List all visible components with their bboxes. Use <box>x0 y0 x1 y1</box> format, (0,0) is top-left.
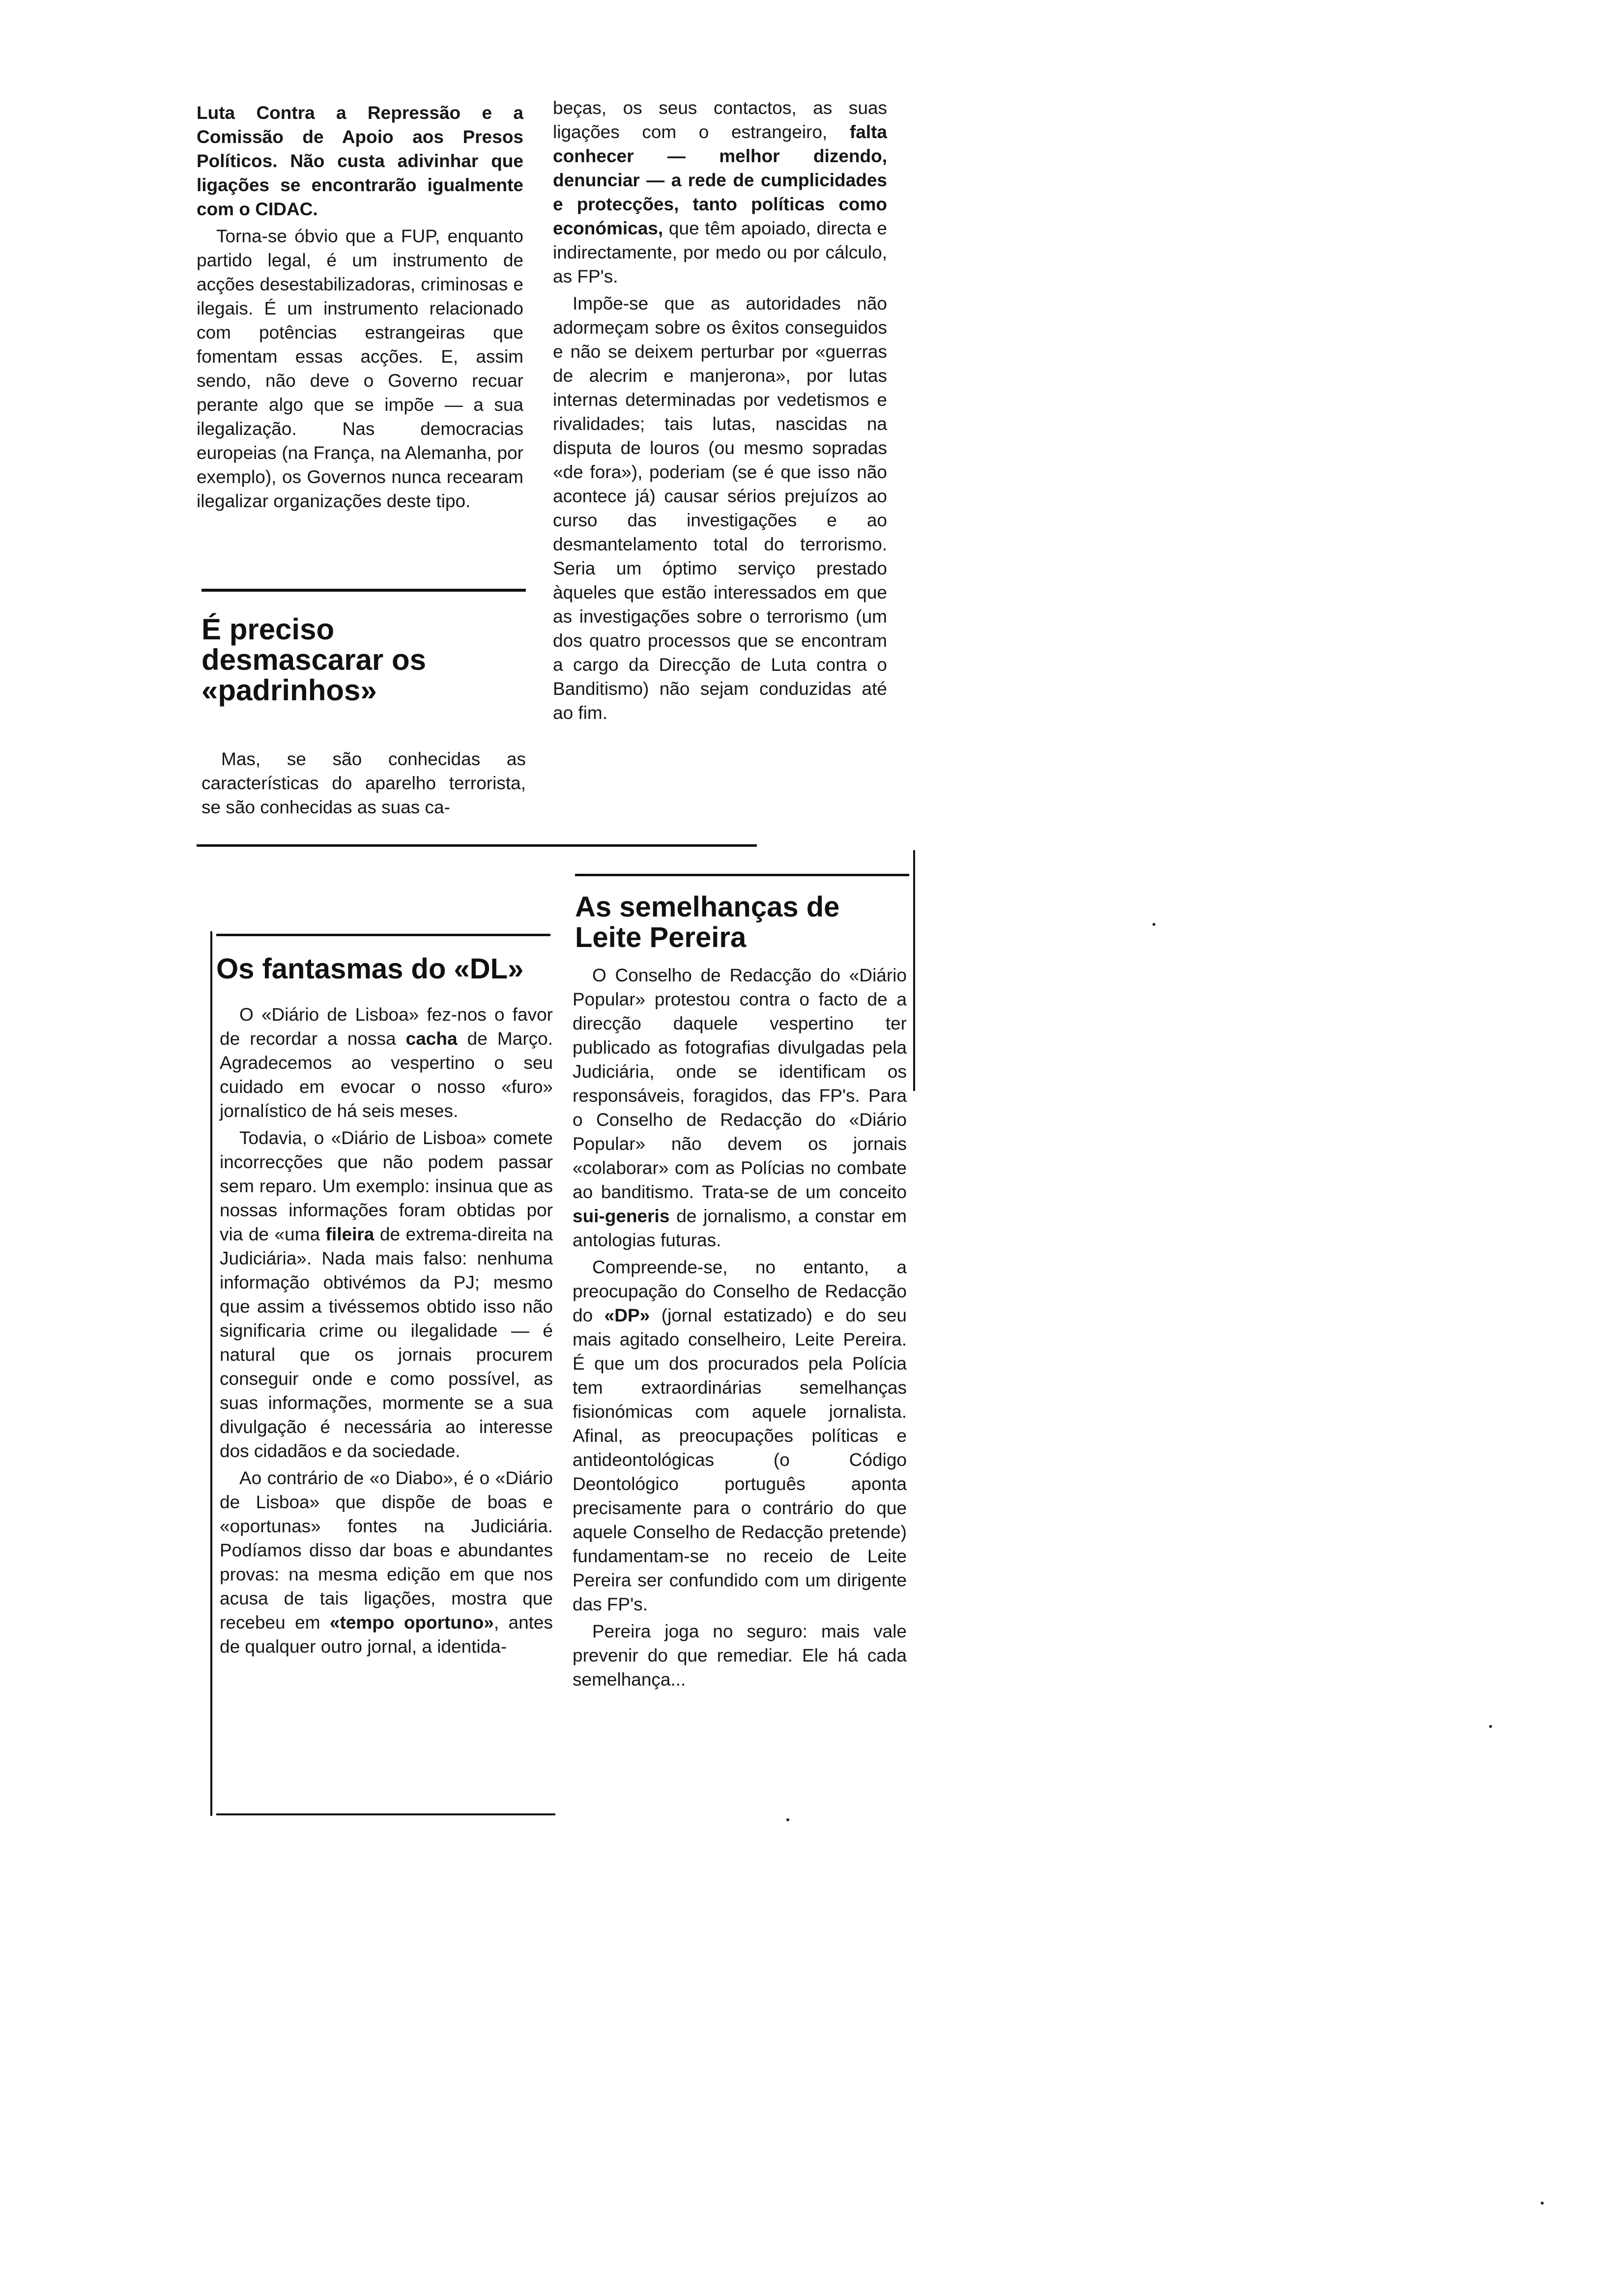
text-run: beças, os seus contactos, as suas ligações com o estrangeiro, <box>553 98 887 142</box>
bold-text-run: cacha <box>405 1029 458 1049</box>
bold-text-run: fileira <box>325 1224 374 1244</box>
text-run: de jornalismo, a constar em antologias futuras. <box>573 1206 907 1250</box>
top-article-col2 <box>553 96 887 725</box>
left-headline-rule <box>216 934 550 936</box>
text-run: de extrema-direita na Judiciária». Nada mais falso: nenhuma informação obtivémos da PJ; mesmo que assim a tivéssemos obtido isso não significaria crime ou ilegalidade — é natural que os jornais procurem conseguir onde e como possível, as suas informações, mormente se a sua divulgação é necessária ao interesse dos cidadãos e da sociedade. <box>220 1224 553 1461</box>
paragraph <box>553 96 887 288</box>
right-headline-rule <box>575 874 909 876</box>
scan-speck <box>1489 1725 1492 1728</box>
top-subheading-rule <box>202 589 526 592</box>
top-article-col1 <box>197 101 523 513</box>
paragraph <box>220 1126 553 1463</box>
top-subheading: É preciso desmascarar os «padrinhos» <box>202 613 426 707</box>
scan-speck <box>1541 2202 1544 2205</box>
paragraph <box>197 101 523 221</box>
bold-text-run: «DP» <box>604 1305 650 1325</box>
left-vertical-rule <box>210 931 212 1816</box>
right-headline: As semelhanças de Leite Pereira <box>575 891 840 953</box>
bold-text-run: Luta Contra a Repressão e a Comissão de Apoio aos Presos Políticos. Não custa adivinhar que ligações se encontrarão igualmente com o CIDAC. <box>197 103 523 219</box>
text-run: O Conselho de Redacção do «Diário Popular» protestou contra o facto de a direcção daquele vespertino ter publicado as fotografias divulgadas pela Judiciária, onde se identificam os responsáveis, foragidos, das FP's. Para o Conselho de Redacção do «Diário Popular» não devem os jornais «colaborar» com as Polícias no combate ao banditismo. Trata-se de um conceito <box>573 965 907 1202</box>
text-run: de Março. Agradecemos ao vespertino o seu cuidado em evocar o nosso «furo» jornalístico de há seis meses. <box>220 1029 553 1121</box>
right-article-body <box>573 963 907 1692</box>
paragraph <box>220 1003 553 1123</box>
text-run: , antes de qualquer outro jornal, a identida- <box>220 1612 553 1657</box>
bold-text-run: falta conhecer — melhor dizendo, denunciar — a rede de cumplicidades e protecções, tanto políticas como económicas, <box>553 122 887 238</box>
text-run: Pereira joga no seguro: mais vale prevenir do que remediar. Ele há cada semelhança... <box>573 1621 907 1690</box>
text-run: Todavia, o «Diário de Lisboa» comete incorrecções que não podem passar sem reparo. Um exemplo: insinua que as nossas informações foram obtidas por via de «uma <box>220 1128 553 1244</box>
text-run: Compreende-se, no entanto, a preocupação do Conselho de Redacção do <box>573 1257 907 1325</box>
text-run: que têm apoiado, directa e indirectamente, por medo ou por cálculo, as FP's. <box>553 218 887 287</box>
right-vertical-rule <box>913 850 915 1091</box>
text-run: O «Diário de Lisboa» fez-nos o favor de recordar a nossa <box>220 1004 553 1049</box>
paragraph <box>553 291 887 725</box>
section-separator-rule <box>197 844 757 847</box>
paragraph <box>197 224 523 513</box>
text-run: Impõe-se que as autoridades não adormeçam sobre os êxitos conseguidos e não se deixem perturbar por «guerras de alecrim e manjerona», por lutas internas determinadas por vedetismos e rivalidades; tais lutas, nascidas na disputa de louros (ou mesmo sopradas «de fora»), poderiam (se é que isso não acontece já) causar sérios prejuízos ao curso das investigações e ao desmantelamento total do terrorismo. Seria um óptimo serviço prestado àqueles que estão interessados em que as investigações sobre o terrorismo (um dos quatro processos que se encontram a cargo da Direcção de Luta contra o Banditismo) não sejam conduzidas até ao fim. <box>553 293 887 723</box>
bold-text-run: sui-generis <box>573 1206 670 1226</box>
left-bottom-rule <box>216 1813 555 1815</box>
paragraph <box>220 1466 553 1659</box>
text-run: Torna-se óbvio que a FUP, enquanto partido legal, é um instrumento de acções desestabilizadoras, criminosas e ilegais. É um instrumento relacionado com potências estrangeiras que fomentam essas acções. E, assim sendo, não deve o Governo recuar perante algo que se impõe — a sua ilegalização. Nas democracias europeias (na França, na Alemanha, por exemplo), os Governos nunca recearam ilegalizar organizações deste tipo. <box>197 226 523 511</box>
top-article-col1-continued <box>202 747 526 819</box>
text-run: (jornal estatizado) e do seu mais agitado conselheiro, Leite Pereira. É que um dos procurados pela Polícia tem extraordinárias semelhanças fisionómicas com aquele jornalista. Afinal, as preocupações políticas e antideontológicas (o Código Deontológico português aponta precisamente para o contrário do que aquele Conselho de Redacção pretende) fundamentam-se no receio de Leite Pereira ser confundido com um dirigente das FP's. <box>573 1305 907 1614</box>
paragraph <box>573 1255 907 1616</box>
paragraph <box>573 1619 907 1692</box>
bold-text-run: «tempo oportuno» <box>329 1612 494 1633</box>
scan-speck <box>786 1818 789 1821</box>
paragraph <box>202 747 526 819</box>
scan-speck <box>1152 923 1155 926</box>
left-article-body <box>220 1003 553 1659</box>
paragraph <box>573 963 907 1252</box>
text-run: Ao contrário de «o Diabo», é o «Diário de Lisboa» que dispõe de boas e «oportunas» fontes na Judiciária. Podíamos disso dar boas e abundantes provas: na mesma edição em que nos acusa de tais ligações, mostra que recebeu em <box>220 1468 553 1633</box>
left-headline: Os fantasmas do «DL» <box>216 953 524 985</box>
text-run: Mas, se são conhecidas as características do aparelho terrorista, se são conhecidas as suas ca- <box>202 749 526 817</box>
